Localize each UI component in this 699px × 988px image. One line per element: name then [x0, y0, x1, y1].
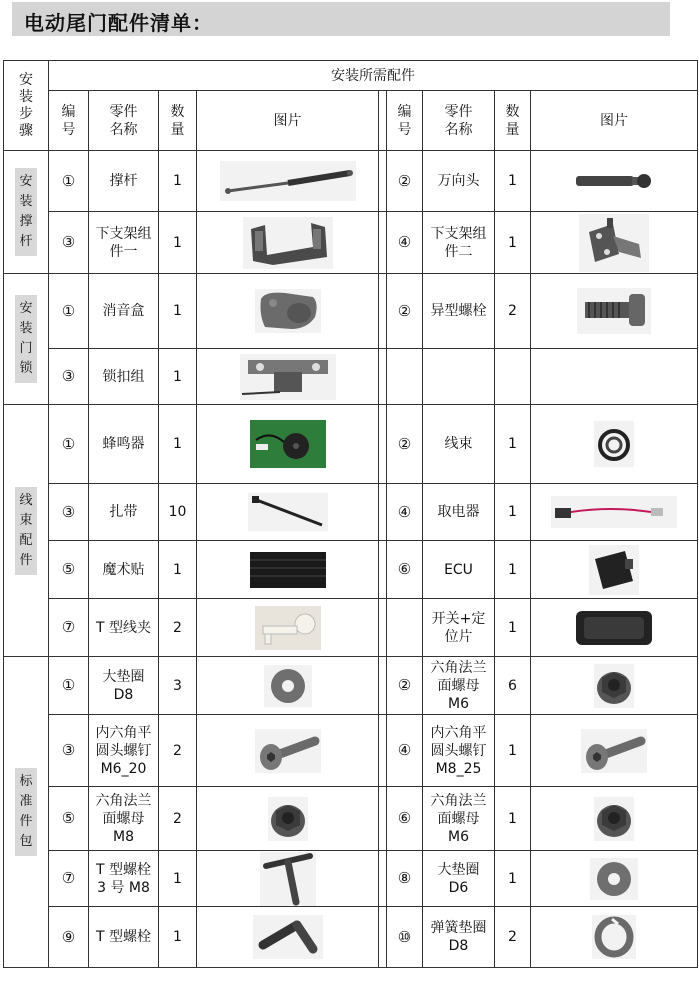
part-picture-cell — [197, 715, 379, 787]
part-quantity-cell — [495, 405, 531, 484]
part-number-cell — [387, 541, 423, 599]
column-gap — [379, 657, 387, 715]
part-name: 弹簧垫圈 D8 — [430, 920, 487, 954]
part-quantity-cell — [159, 599, 197, 657]
part-name-cell — [423, 599, 495, 657]
part-quantity: 1 — [173, 368, 182, 385]
part-quantity-cell — [495, 212, 531, 274]
part-number-cell — [387, 274, 423, 349]
part-name: T 型线夹 — [95, 619, 151, 636]
part-number-cell — [387, 715, 423, 787]
header-step-text: 安装步骤 — [19, 71, 33, 139]
part-quantity: 1 — [173, 436, 182, 452]
part-number: ⑤ — [61, 560, 76, 578]
part-number: ② — [397, 676, 412, 694]
part-number: ⑦ — [61, 618, 76, 636]
table-row — [4, 349, 698, 405]
spring-washer-icon — [592, 915, 636, 959]
part-name-cell — [423, 212, 495, 274]
latch-icon — [240, 354, 336, 400]
part-name: 蜂鸣器 — [102, 436, 145, 452]
harness-icon — [594, 421, 634, 467]
part-name: T 型螺栓 3 号 M8 — [95, 861, 151, 896]
power-tap-icon — [551, 496, 677, 528]
header-qty-right — [495, 91, 531, 151]
part-name-cell — [89, 715, 159, 787]
header-name-left — [89, 91, 159, 151]
part-number: ⑥ — [397, 809, 412, 827]
strut-icon — [218, 161, 358, 201]
column-gap — [379, 851, 387, 907]
part-number-cell — [387, 907, 423, 968]
part-number: ⑩ — [397, 927, 412, 946]
part-name-cell — [423, 484, 495, 541]
part-name-cell — [89, 405, 159, 484]
part-name: 六角法兰面螺母 M6 — [430, 792, 487, 845]
part-name: 六角法兰面螺母 M6 — [430, 659, 487, 712]
part-number: ③ — [61, 502, 76, 521]
part-number: ④ — [397, 233, 412, 251]
part-quantity-cell — [159, 907, 197, 968]
column-gap — [379, 541, 387, 599]
part-name-cell — [423, 715, 495, 787]
part-quantity-cell — [159, 405, 197, 484]
header-name-text: 零件名称 — [444, 103, 473, 138]
part-number: ② — [397, 434, 412, 453]
part-quantity: 1 — [508, 504, 517, 520]
part-picture-cell — [531, 405, 698, 484]
part-quantity: 1 — [173, 173, 182, 189]
header-num-left — [49, 91, 89, 151]
part-quantity-cell — [159, 349, 197, 405]
part-quantity-cell — [159, 212, 197, 274]
washer-icon — [590, 858, 638, 900]
part-quantity-cell — [495, 851, 531, 907]
part-number-cell — [387, 405, 423, 484]
part-quantity: 1 — [173, 234, 182, 251]
part-quantity: 1 — [508, 436, 517, 452]
part-quantity: 1 — [508, 234, 517, 251]
column-gap — [379, 405, 387, 484]
part-picture-cell — [531, 657, 698, 715]
part-number: ③ — [61, 233, 76, 251]
part-number: ③ — [61, 741, 76, 759]
velcro-icon — [250, 552, 326, 588]
part-quantity: 3 — [173, 677, 182, 694]
part-name: 下支架组件一 — [95, 225, 152, 260]
header-num-text: 编号 — [397, 103, 412, 138]
step-label: 线束配件 — [15, 487, 37, 575]
part-picture-cell — [197, 274, 379, 349]
part-number: ⑧ — [397, 869, 412, 887]
table-row — [4, 212, 698, 274]
part-number: ⑨ — [61, 927, 76, 946]
part-picture-cell — [531, 787, 698, 851]
table-row — [4, 541, 698, 599]
part-name: 开关+定位片 — [431, 610, 486, 645]
table-row — [4, 657, 698, 715]
header-num-right — [387, 91, 423, 151]
part-quantity-cell — [159, 787, 197, 851]
part-name-cell — [89, 907, 159, 968]
part-name: 异型螺栓 — [430, 303, 487, 319]
table-row — [4, 151, 698, 212]
table-row — [4, 851, 698, 907]
part-quantity: 1 — [508, 742, 517, 759]
part-name-cell — [423, 787, 495, 851]
part-number-cell — [49, 541, 89, 599]
part-quantity: 2 — [173, 619, 182, 636]
washer-icon — [264, 665, 312, 707]
part-picture-cell — [531, 851, 698, 907]
part-name: 撑杆 — [109, 173, 138, 189]
flange-nut-icon — [268, 797, 308, 841]
part-number-cell — [49, 151, 89, 212]
part-name-cell — [423, 405, 495, 484]
step-cell — [4, 405, 49, 657]
button-screw-icon — [581, 729, 647, 773]
part-number: ③ — [61, 367, 76, 385]
silencer-box-icon — [255, 289, 321, 333]
part-picture-cell — [531, 212, 698, 274]
part-number-cell — [387, 212, 423, 274]
part-name-cell — [89, 657, 159, 715]
column-gap — [379, 599, 387, 657]
part-quantity-cell — [495, 349, 531, 405]
part-picture-cell — [197, 787, 379, 851]
part-name: T 型螺栓 — [95, 929, 151, 945]
page-title: 电动尾门配件清单： — [24, 11, 213, 35]
part-quantity: 2 — [508, 303, 517, 319]
part-quantity-cell — [159, 484, 197, 541]
part-number: ① — [61, 171, 76, 190]
header-name-right — [423, 91, 495, 151]
part-quantity-cell — [495, 274, 531, 349]
part-quantity: 1 — [508, 870, 517, 887]
button-screw-icon — [255, 729, 321, 773]
part-picture-cell — [531, 274, 698, 349]
part-name-cell — [423, 151, 495, 212]
part-quantity: 2 — [508, 929, 517, 945]
part-number: ② — [397, 171, 412, 190]
header-pic-right: 图片 — [531, 91, 698, 151]
table-row — [4, 274, 698, 349]
part-quantity-cell — [495, 787, 531, 851]
part-quantity: 1 — [173, 929, 182, 945]
part-number-cell — [49, 787, 89, 851]
part-name-cell — [89, 851, 159, 907]
part-name: ECU — [444, 561, 473, 578]
header-qty-left — [159, 91, 197, 151]
part-name-cell — [89, 151, 159, 212]
part-quantity: 2 — [173, 742, 182, 759]
bracket-icon — [243, 217, 333, 269]
flange-nut-icon — [594, 797, 634, 841]
part-number: ⑥ — [397, 560, 412, 578]
part-number-cell — [387, 484, 423, 541]
part-picture-cell — [531, 484, 698, 541]
header-num-text: 编号 — [61, 103, 76, 138]
part-number: ⑤ — [61, 809, 76, 827]
part-quantity-cell — [159, 274, 197, 349]
part-name: 消音盒 — [102, 303, 145, 319]
part-number: ⑦ — [61, 869, 76, 887]
part-name: 魔术贴 — [102, 561, 145, 578]
part-name-cell — [89, 349, 159, 405]
part-number: ④ — [397, 741, 412, 759]
part-picture-cell — [197, 405, 379, 484]
step-label: 安装撑杆 — [15, 168, 37, 256]
title-bar — [12, 2, 670, 36]
step-cell — [4, 657, 49, 968]
t-bolt-icon — [260, 852, 316, 906]
part-quantity: 1 — [508, 619, 517, 636]
part-quantity-cell — [495, 599, 531, 657]
part-number: ② — [397, 301, 412, 320]
part-picture-cell — [531, 907, 698, 968]
part-number-cell — [387, 657, 423, 715]
part-name-cell — [89, 274, 159, 349]
ecu-icon — [589, 545, 639, 595]
flange-nut-icon — [594, 664, 634, 708]
part-number: ① — [61, 434, 76, 453]
part-quantity-cell — [495, 151, 531, 212]
column-gap — [379, 151, 387, 212]
column-gap — [379, 484, 387, 541]
part-name-cell — [89, 787, 159, 851]
part-quantity-cell — [495, 715, 531, 787]
part-number: ④ — [397, 502, 412, 521]
part-number-cell — [49, 212, 89, 274]
special-bolt-icon — [577, 288, 651, 334]
part-quantity: 2 — [173, 810, 182, 827]
parts-table — [3, 60, 698, 968]
part-quantity-cell — [159, 541, 197, 599]
column-gap — [379, 715, 387, 787]
part-picture-cell — [197, 907, 379, 968]
part-quantity-cell — [159, 851, 197, 907]
wire-clip-icon — [255, 606, 321, 650]
part-number-cell — [49, 274, 89, 349]
part-picture-cell — [531, 349, 698, 405]
ball-joint-icon — [574, 166, 654, 196]
part-number-cell — [49, 907, 89, 968]
part-name-cell — [423, 907, 495, 968]
part-picture-cell — [197, 851, 379, 907]
step-cell — [4, 151, 49, 274]
step-label: 安装门锁 — [15, 295, 37, 383]
header-name-text: 零件名称 — [109, 103, 138, 138]
header-qty-text: 数量 — [170, 103, 185, 138]
part-picture-cell — [197, 541, 379, 599]
part-name-cell — [89, 484, 159, 541]
part-quantity: 1 — [173, 561, 182, 578]
part-picture-cell — [531, 715, 698, 787]
part-quantity: 1 — [173, 303, 182, 319]
part-picture-cell — [197, 484, 379, 541]
part-name: 万向头 — [437, 173, 480, 189]
part-picture-cell — [197, 212, 379, 274]
table-row — [4, 787, 698, 851]
part-number-cell — [49, 349, 89, 405]
part-quantity: 1 — [508, 173, 517, 189]
part-quantity-cell — [495, 907, 531, 968]
part-name: 内六角平圆头螺钉 M6_20 — [95, 724, 152, 777]
part-quantity: 1 — [508, 810, 517, 827]
table-row — [4, 405, 698, 484]
cable-tie-icon — [248, 493, 328, 531]
part-number-cell — [49, 715, 89, 787]
column-gap — [379, 349, 387, 405]
step-cell — [4, 274, 49, 405]
part-number: ① — [61, 301, 76, 320]
part-name: 大垫圈 D6 — [437, 861, 480, 896]
table-row — [4, 484, 698, 541]
part-picture-cell — [197, 349, 379, 405]
buzzer-icon — [250, 420, 326, 468]
table-row — [4, 599, 698, 657]
part-picture-cell — [197, 657, 379, 715]
part-name: 内六角平圆头螺钉 M8_25 — [430, 724, 487, 777]
part-name: 大垫圈 D8 — [102, 668, 145, 703]
part-name-cell — [89, 212, 159, 274]
part-number-cell — [49, 657, 89, 715]
part-number-cell — [49, 599, 89, 657]
t-bolt-bent-icon — [253, 915, 323, 959]
part-name-cell — [423, 851, 495, 907]
part-quantity-cell — [159, 657, 197, 715]
part-quantity-cell — [159, 151, 197, 212]
part-picture-cell — [531, 541, 698, 599]
part-number-cell — [387, 787, 423, 851]
step-label: 标准件包 — [15, 768, 37, 856]
header-section: 安装所需配件 — [49, 61, 698, 91]
header-pic-left: 图片 — [197, 91, 379, 151]
part-picture-cell — [531, 151, 698, 212]
column-gap — [379, 212, 387, 274]
part-number-cell — [387, 151, 423, 212]
switch-icon — [574, 607, 654, 649]
header-step — [4, 61, 49, 151]
part-name: 锁扣组 — [102, 368, 145, 385]
part-picture-cell — [197, 151, 379, 212]
part-quantity-cell — [495, 541, 531, 599]
part-name-cell — [423, 541, 495, 599]
part-picture-cell — [531, 599, 698, 657]
table-row — [4, 907, 698, 968]
part-quantity-cell — [159, 715, 197, 787]
part-number-cell — [49, 851, 89, 907]
part-name: 线束 — [444, 436, 473, 452]
column-gap — [379, 787, 387, 851]
part-quantity-cell — [495, 484, 531, 541]
column-gap — [379, 274, 387, 349]
part-name: 取电器 — [437, 504, 480, 520]
part-name-cell — [89, 599, 159, 657]
part-name-cell — [423, 349, 495, 405]
part-name: 下支架组件二 — [430, 225, 487, 260]
part-name: 扎带 — [109, 504, 138, 520]
part-number-cell — [387, 349, 423, 405]
part-number: ① — [61, 676, 76, 694]
part-name-cell — [89, 541, 159, 599]
header-qty-text: 数量 — [505, 103, 520, 138]
part-quantity: 1 — [508, 561, 517, 578]
part-number-cell — [49, 405, 89, 484]
column-gap — [379, 91, 387, 151]
part-name-cell — [423, 657, 495, 715]
part-number-cell — [387, 599, 423, 657]
part-number-cell — [387, 851, 423, 907]
part-picture-cell — [197, 599, 379, 657]
part-quantity-cell — [495, 657, 531, 715]
part-name-cell — [423, 274, 495, 349]
part-name: 六角法兰面螺母 M8 — [95, 792, 152, 845]
part-number-cell — [49, 484, 89, 541]
part-quantity: 10 — [168, 504, 187, 520]
part-quantity: 6 — [508, 677, 517, 694]
part-quantity: 1 — [173, 870, 182, 887]
table-row — [4, 715, 698, 787]
column-gap — [379, 907, 387, 968]
bracket-two-icon — [579, 214, 649, 272]
